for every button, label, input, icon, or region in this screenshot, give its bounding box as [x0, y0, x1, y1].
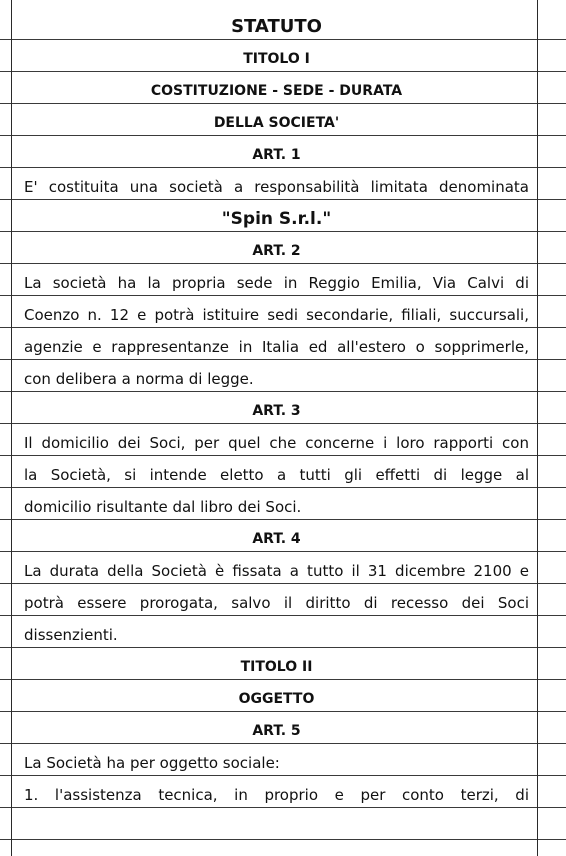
title-1: TITOLO I — [243, 51, 310, 67]
art-3-line: domicilio risultante dal libro dei Soci. — [24, 498, 302, 516]
art-4-line: La durata della Società è fissata a tutto il 31 dicembre 2100 e — [24, 562, 529, 580]
art-2-title: ART. 2 — [252, 243, 301, 259]
art-2-line: con delibera a norma di legge. — [24, 370, 254, 388]
section-1-heading-line-1: COSTITUZIONE - SEDE - DURATA — [150, 83, 403, 99]
section-1-heading-line-2: DELLA SOCIETA' — [213, 115, 340, 131]
statute-text — [24, 11, 529, 811]
document-heading: STATUTO — [231, 16, 322, 37]
right-margin-line — [537, 0, 538, 856]
art-2-line: agenzie e rappresentanze in Italia ed all'estero o sopprimerle, — [24, 338, 529, 356]
art-1-title: ART. 1 — [252, 147, 301, 163]
art-5-line: La Società ha per oggetto sociale: — [24, 754, 280, 772]
art-3-line: Il domicilio dei Soci, per quel che concerne i loro rapporti con — [24, 434, 529, 452]
art-4-line: potrà essere prorogata, salvo il diritto di recesso dei Soci — [24, 594, 529, 612]
section-2-heading: OGGETTO — [238, 691, 315, 707]
art-3-title: ART. 3 — [252, 403, 301, 419]
art-2-line: La società ha la propria sede in Reggio Emilia, Via Calvi di — [24, 274, 529, 292]
art-4-line: dissenzienti. — [24, 626, 118, 644]
art-5-line: 1. l'assistenza tecnica, in proprio e per conto terzi, di — [24, 786, 529, 804]
art-4-title: ART. 4 — [252, 531, 301, 547]
title-2: TITOLO II — [240, 659, 313, 675]
art-3-line: la Società, si intende eletto a tutti gli effetti di legge al — [24, 466, 529, 484]
art-2-line: Coenzo n. 12 e potrà istituire sedi secondarie, filiali, succursali, — [24, 306, 529, 324]
left-margin-line — [11, 0, 12, 856]
company-name: "Spin S.r.l." — [221, 209, 332, 229]
art-1-line: E' costituita una società a responsabilità limitata denominata — [24, 178, 529, 196]
art-5-title: ART. 5 — [252, 723, 301, 739]
